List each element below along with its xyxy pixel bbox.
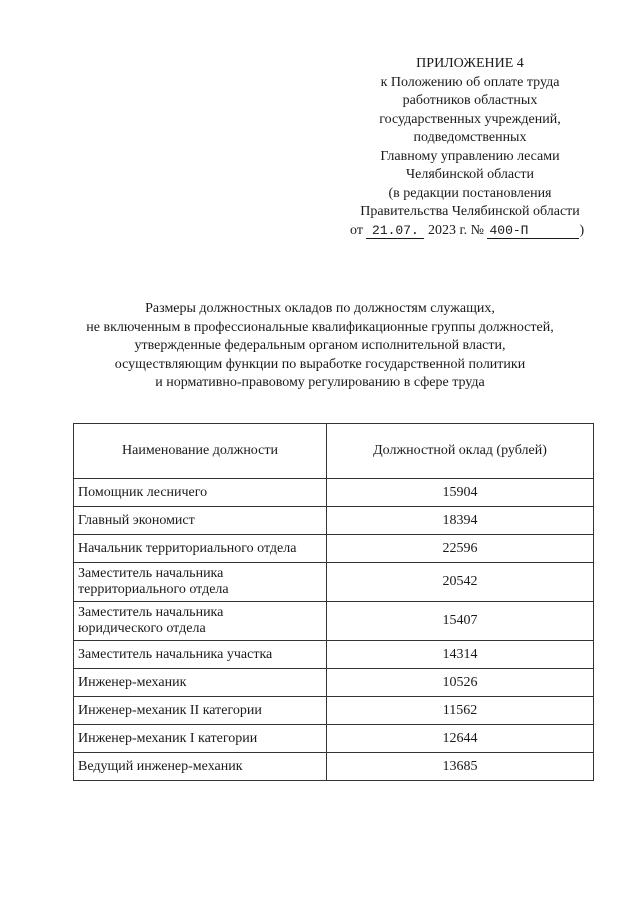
position-name: Инженер-механик I категории — [74, 725, 327, 753]
position-name: Инженер-механик — [74, 669, 327, 697]
salary-value: 18394 — [327, 507, 594, 535]
date-prefix: от — [350, 222, 363, 238]
appendix-line: Главному управлению лесами — [380, 148, 560, 164]
position-name: Заместитель начальника участка — [74, 641, 327, 669]
heading-line: осуществляющим функции по выработке государственной политики — [114, 356, 526, 372]
salary-value: 13685 — [327, 753, 594, 781]
table-row — [74, 669, 594, 697]
salary-value: 15407 — [327, 602, 594, 641]
heading-line: Размеры должностных окладов по должностям служащих, — [145, 301, 495, 316]
position-name: Помощник лесничего — [74, 479, 327, 507]
heading-line: не включенным в профессиональные квалификационные группы должностей, — [86, 319, 554, 335]
position-name: Инженер-механик II категории — [74, 697, 327, 725]
table-header-row — [74, 424, 594, 479]
appendix-line: (в редакции постановления — [388, 185, 552, 201]
table-row — [74, 641, 594, 669]
header-salary: Должностной оклад (рублей) — [327, 424, 594, 479]
heading-line: утвержденные федеральным органом исполнительной власти, — [134, 338, 506, 353]
salary-value: 10526 — [327, 669, 594, 697]
close-paren: ) — [579, 222, 585, 238]
position-name — [74, 602, 327, 641]
position-name: Ведущий инженер-механик — [74, 753, 327, 781]
table-row — [74, 563, 594, 602]
table-row — [74, 479, 594, 507]
salary-value: 14314 — [327, 641, 594, 669]
position-name: Начальник территориального отдела — [74, 535, 327, 563]
year-text: 2023 г. № — [427, 222, 484, 238]
salary-table — [73, 423, 594, 781]
appendix-line: работников областных — [402, 93, 538, 108]
appendix-title: ПРИЛОЖЕНИЕ 4 — [416, 56, 524, 71]
salary-value: 11562 — [327, 697, 594, 725]
table-row — [74, 602, 594, 641]
appendix-line: к Положению об оплате труда — [380, 74, 560, 90]
position-name-line: юридического отдела — [78, 621, 206, 636]
resolution-date: 21.07. — [366, 224, 424, 239]
table-row — [74, 535, 594, 563]
table-row — [74, 753, 594, 781]
appendix-line: подведомственных — [413, 130, 527, 145]
header-position: Наименование должности — [74, 424, 327, 479]
position-name: Главный экономист — [74, 507, 327, 535]
table-row — [74, 507, 594, 535]
appendix-line: Правительства Челябинской области — [360, 204, 580, 219]
table-row — [74, 697, 594, 725]
heading-line: и нормативно-правовому регулированию в сфере труда — [155, 375, 485, 390]
resolution-number: 400-П — [487, 224, 579, 239]
position-name — [74, 563, 327, 602]
salary-value: 20542 — [327, 563, 594, 602]
appendix-date-line — [350, 222, 590, 241]
salary-value: 15904 — [327, 479, 594, 507]
salary-value: 12644 — [327, 725, 594, 753]
document-heading — [40, 300, 600, 393]
appendix-line: Челябинской области — [406, 167, 534, 182]
position-name-line: территориального отдела — [78, 582, 229, 597]
position-name-line: Заместитель начальника — [78, 566, 224, 581]
table-row — [74, 725, 594, 753]
salary-value: 22596 — [327, 535, 594, 563]
appendix-line: государственных учреждений, — [379, 111, 561, 127]
position-name-line: Заместитель начальника — [78, 605, 224, 620]
appendix-header — [350, 55, 590, 240]
